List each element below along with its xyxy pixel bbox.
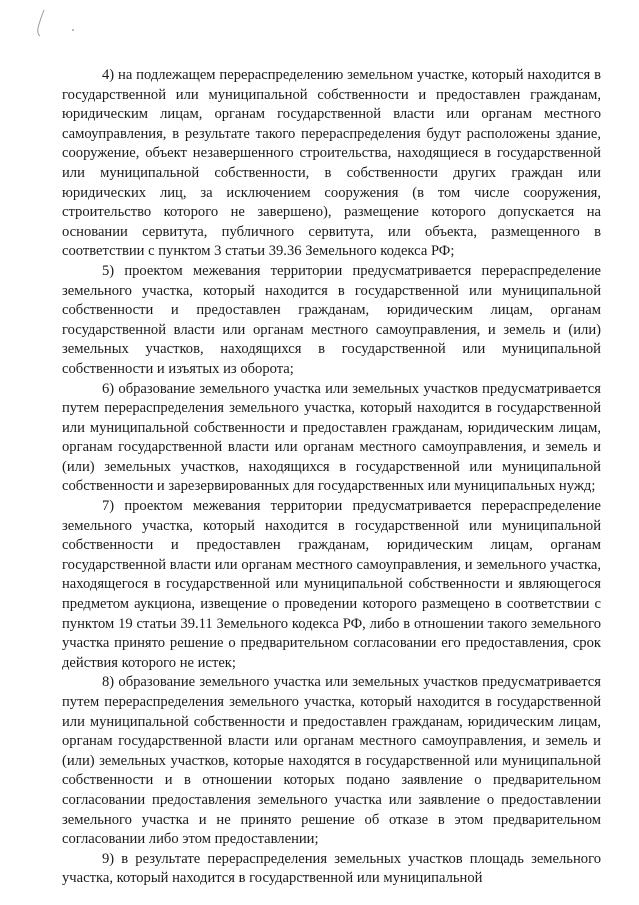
document-body xyxy=(62,66,601,889)
pen-stroke-mark xyxy=(28,6,88,46)
paragraph-item-9: 9) в результате перераспределения земельных участков площадь земельного участка, который находится в государственной или муниципальной xyxy=(62,850,601,887)
paragraph-item-7: 7) проектом межевания территории предусматривается перераспределение земельного участка, который находится в государственной или муниципальной собственности и предоставлен гражданам, юридическим лицам, органам государственной власти или органам местного самоуправления, и земельного участка, находящегося в государственной или муниципальной собственности и являющегося предметом аукциона, извещение о проведении которого размещено в соответствии с пунктом 19 статьи 39.11 Земельного кодекса РФ, либо в отношении такого земельного участка принято решение о предварительном согласовании его предоставления, срок действия которого не истек; xyxy=(62,498,601,671)
paragraph-item-4: 4) на подлежащем перераспределению земельном участке, который находится в государственной или муниципальной собственности и предоставлен гражданам, юридическим лицам, органам государственной власти или органам местного самоуправления, в результате такого перераспределения будут расположены здание, сооружение, объект незавершенного строительства, находящиеся в государственной или муниципальной собственности, в собственности других граждан или юридических лиц, за исключением сооружения (в том числе сооружения, строительство которого не завершено), размещение которого допускается на основании сервитута, публичного сервитута, или объекта, размещенного в соответствии с пунктом 3 статьи 39.36 Земельного кодекса РФ; xyxy=(62,67,601,260)
paragraph-item-5: 5) проектом межевания территории предусматривается перераспределение земельного участка, который находится в государственной или муниципальной собственности и предоставлен гражданам, юридическим лицам, органам государственной власти или органам местного самоуправления, и земель и (или) земельных участков, находящихся в государственной или муниципальной собственности и изъятых из оборота; xyxy=(62,262,601,377)
paragraph-item-6: 6) образование земельного участка или земельных участков предусматривается путем перераспределения земельного участка, который находится в государственной или муниципальной собственности и предоставлен гражданам, юридическим лицам, органам государственной власти или органам местного самоуправления, и земель и (или) земельных участков, находящихся в государственной или муниципальной собственности и зарезервированных для государственных или муниципальных нужд; xyxy=(62,380,601,495)
paragraph-item-8: 8) образование земельного участка или земельных участков предусматривается путем перераспределения земельного участка, который находится в государственной или муниципальной собственности и предоставлен гражданам, юридическим лицам, органам государственной власти или органам местного самоуправления, и земель и (или) земельных участков, которые находятся в государственной или муниципальной собственности и в отношении которых подано заявление о предварительном согласовании предоставления земельного участка или заявление о предоставлении земельного участка и не принято решение об отказе в этом предварительном согласовании либо этом предоставлении; xyxy=(62,674,601,848)
